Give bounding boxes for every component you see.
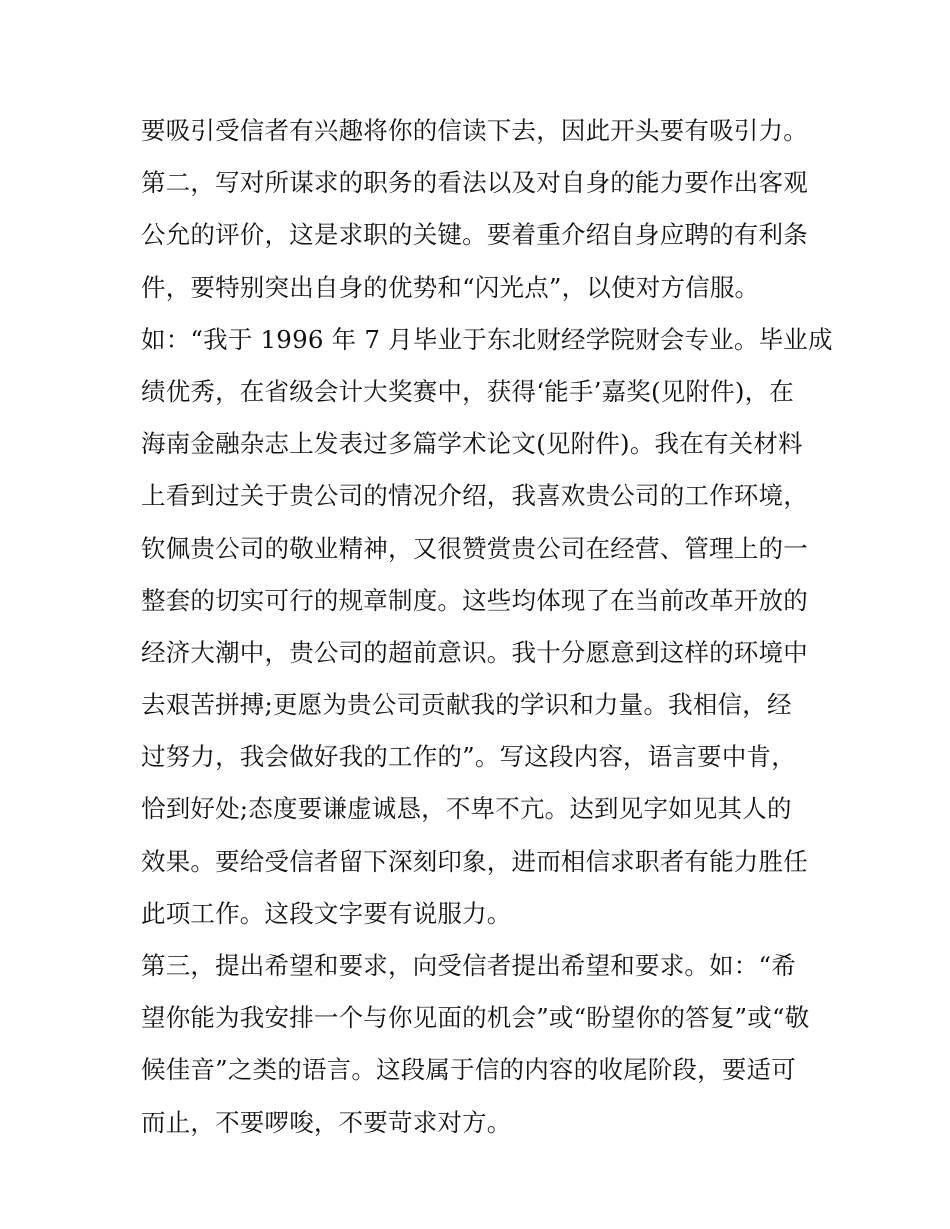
text-line: 上看到过关于贵公司的情况介绍，我喜欢贵公司的工作环境， bbox=[141, 481, 808, 511]
body-text bbox=[141, 105, 841, 1149]
text-line: 要吸引受信者有兴趣将你的信读下去，因此开头要有吸引力。 bbox=[141, 116, 808, 145]
text-line: 如：“我于 1996 年 7 月毕业于东北财经学院财会专业。毕业成 bbox=[141, 324, 833, 354]
text-line: 经济大潮中，贵公司的超前意识。我十分愿意到这样的环境中 bbox=[141, 637, 808, 667]
text-line: 件，要特别突出自身的优势和“闪光点”，以使对方信服。 bbox=[141, 272, 760, 302]
text-line: 去艰苦拼搏;更愿为贵公司贡献我的学识和力量。我相信，经 bbox=[141, 690, 792, 720]
text-line: 过努力，我会做好我的工作的”。写这段内容，语言要中肯， bbox=[141, 742, 796, 772]
text-line: 海南金融杂志上发表过多篇学术论文(见附件)。我在有关材料 bbox=[141, 429, 803, 459]
text-line: 第三，提出希望和要求，向受信者提出希望和要求。如：“希 bbox=[141, 951, 796, 980]
text-line: 钦佩贵公司的敬业精神，又很赞赏贵公司在经营、管理上的一 bbox=[141, 533, 808, 563]
text-line: 公允的评价，这是求职的关键。要着重介绍自身应聘的有利条 bbox=[141, 220, 808, 250]
text-line: 望你能为我安排一个与你见面的机会”或“盼望你的答复”或“敬 bbox=[141, 1003, 810, 1033]
text-line: 整套的切实可行的规章制度。这些均体现了在当前改革开放的 bbox=[141, 585, 808, 615]
text-line: 恰到好处;态度要谦虚诚恳，不卑不亢。达到见字如见其人的 bbox=[141, 794, 792, 824]
text-line: 而止，不要啰唆，不要苛求对方。 bbox=[141, 1107, 512, 1137]
text-line: 候佳音”之类的语言。这段属于信的内容的收尾阶段，要适可 bbox=[141, 1055, 796, 1085]
text-line: 绩优秀，在省级会计大奖赛中，获得‘能手’嘉奖(见附件)，在 bbox=[141, 376, 794, 406]
text-line: 此项工作。这段文字要有说服力。 bbox=[141, 898, 512, 928]
text-line: 第二，写对所谋求的职务的看法以及对自身的能力要作出客观 bbox=[141, 168, 808, 198]
text-line: 效果。要给受信者留下深刻印象，进而相信求职者有能力胜任 bbox=[141, 846, 808, 876]
